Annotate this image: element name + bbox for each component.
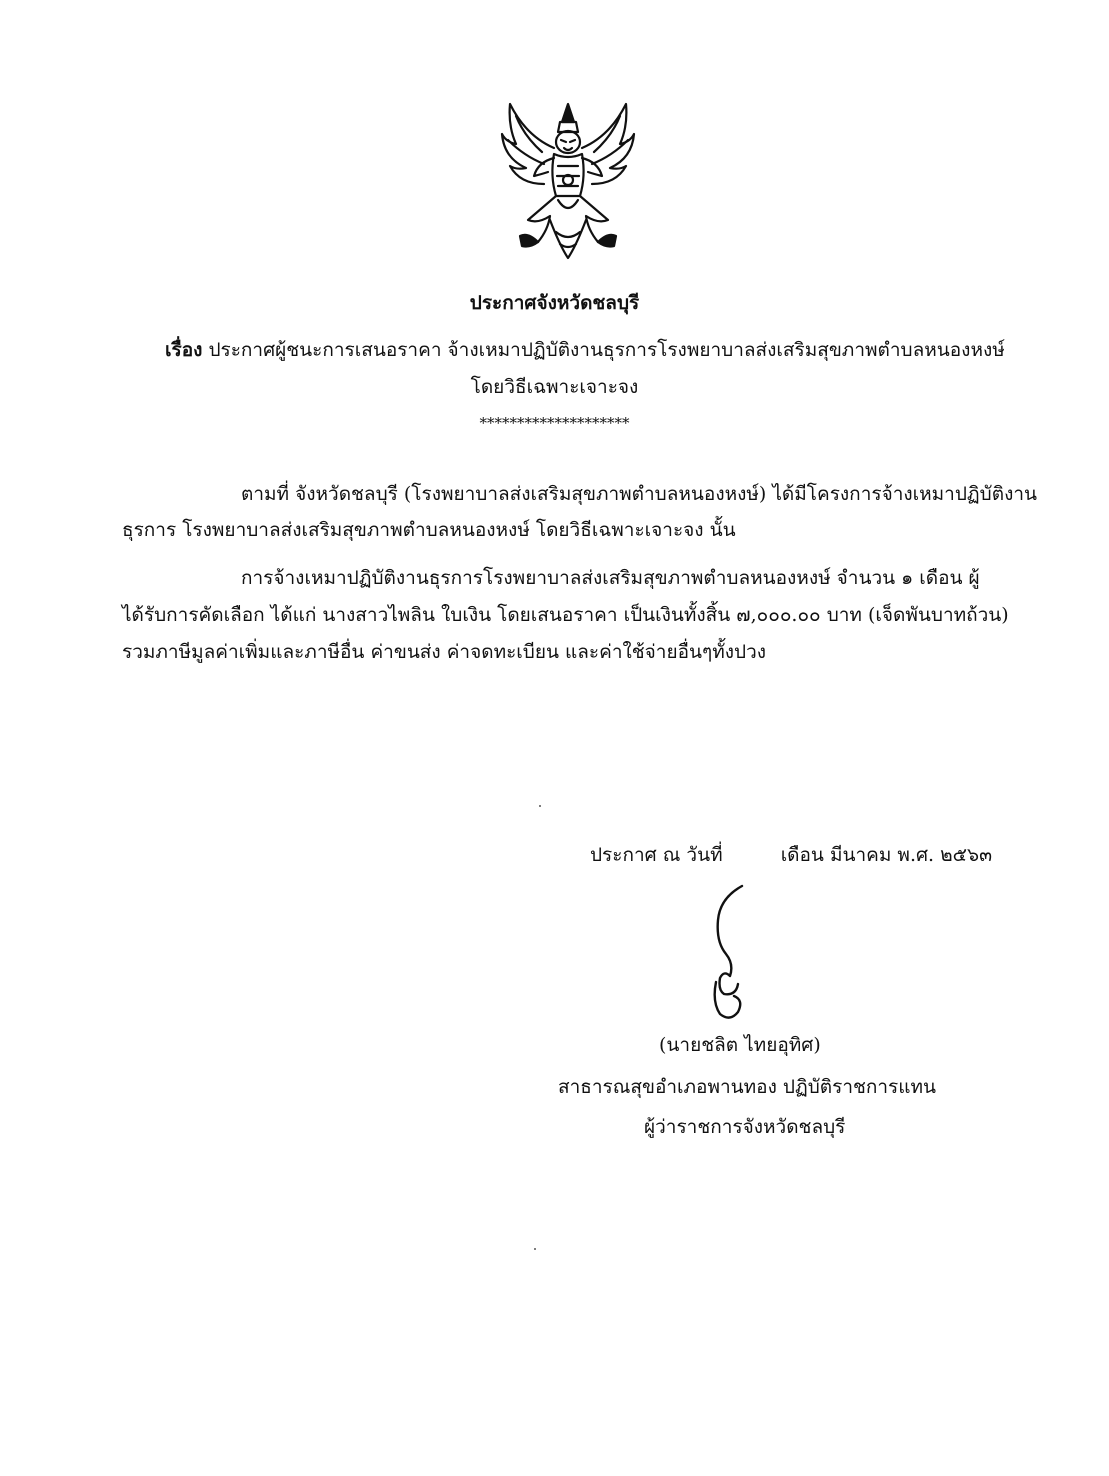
date-suffix: เดือน มีนาคม พ.ศ. ๒๕๖๓ (780, 844, 993, 866)
signer-name: (นายชลิต ไทยอุทิศ) (659, 1034, 821, 1056)
paragraph-2-line-2: ได้รับการคัดเลือก ได้แก่ นางสาวไพลิน ใบเงิน โดยเสนอราคา เป็นเงินทั้งสิ้น ๗,๐๐๐.๐๐ บาท (เจ็ดพันบาทถ้วน) (122, 604, 1009, 626)
separator-line: ******************** (479, 414, 630, 432)
scan-speck (534, 1248, 536, 1250)
announcement-date (590, 840, 992, 870)
signer-position-line-1: สาธารณสุขอำเภอพานทอง ปฏิบัติราชการแทน (558, 1076, 937, 1098)
subject-line (165, 335, 1005, 365)
paragraph-1-line-2: ธุรการ โรงพยาบาลส่งเสริมสุขภาพตำบลหนองหงษ์ โดยวิธีเฉพาะเจาะจง นั้น (122, 519, 736, 541)
paragraph-2-line-3: รวมภาษีมูลค่าเพิ่มและภาษีอื่น ค่าขนส่ง ค่าจดทะเบียน และค่าใช้จ่ายอื่นๆทั้งปวง (122, 641, 767, 663)
subject-label: เรื่อง (165, 339, 203, 361)
paragraph-2-line-1: การจ้างเหมาปฏิบัติงานธุรการโรงพยาบาลส่งเสริมสุขภาพตำบลหนองหงษ์ จำนวน ๑ เดือน ผู้ (241, 567, 980, 589)
signer-block (0, 1030, 1109, 1160)
handwritten-signature-icon (690, 880, 770, 1020)
date-prefix: ประกาศ ณ วันที่ (590, 844, 723, 866)
signer-position-line-2: ผู้ว่าราชการจังหวัดชลบุรี (644, 1116, 846, 1138)
scan-speck (539, 805, 541, 807)
garuda-emblem-icon (498, 96, 638, 264)
document-title: ประกาศจังหวัดชลบุรี (469, 292, 640, 314)
procurement-method: โดยวิธีเฉพาะเจาะจง (470, 376, 639, 398)
subject-text: ประกาศผู้ชนะการเสนอราคา จ้างเหมาปฏิบัติงานธุรการโรงพยาบาลส่งเสริมสุขภาพตำบลหนองหงษ์ (208, 339, 1005, 361)
paragraph-1-line-1: ตามที่ จังหวัดชลบุรี (โรงพยาบาลส่งเสริมสุขภาพตำบลหนองหงษ์) ได้มีโครงการจ้างเหมาปฏิบัติงาน (241, 483, 1038, 505)
